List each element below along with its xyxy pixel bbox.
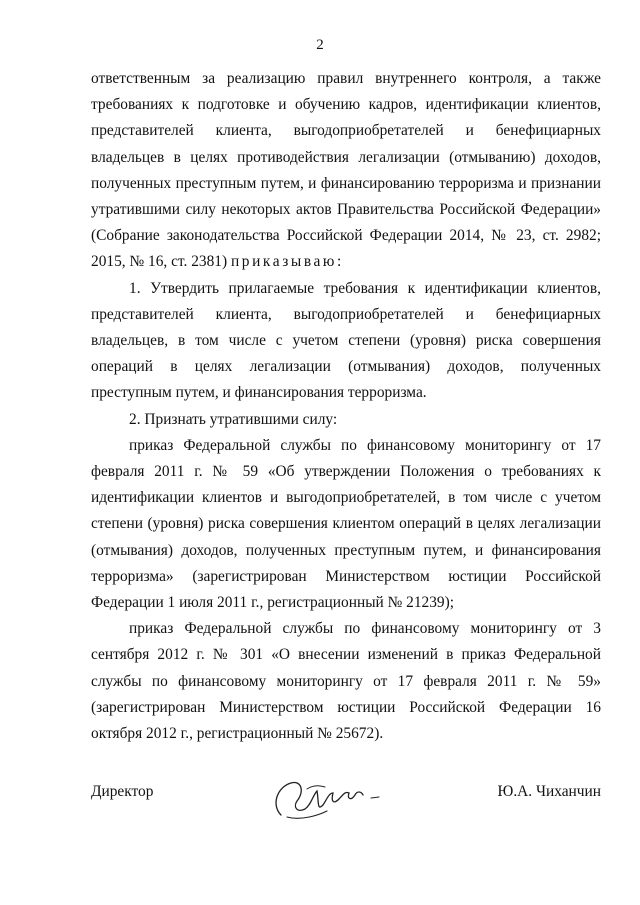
signature-block (91, 783, 601, 843)
paragraph-preamble (91, 66, 601, 276)
handwritten-signature-icon (267, 771, 387, 827)
signatory-title: Директор (91, 783, 154, 800)
document-body (91, 66, 601, 747)
paragraph-repealed-order-2: приказ Федеральной службы по финансовому мониторингу от 3 сентября 2012 г. № 301 «О внесении изменений в приказ Федеральной службы по финансовому мониторингу от 17 февраля 2011 г. № 59» (зарегистрирован Министерством юстиции Российской Федерации 16 октября 2012 г., регистрационный № 25672). (91, 620, 601, 743)
signatory-name: Ю.А. Чиханчин (497, 783, 601, 800)
paragraph-item-2: 2. Признать утратившими силу: (129, 410, 338, 428)
paragraph-item-1: 1. Утвердить прилагаемые требования к идентификации клиентов, представителей клиента, выгодоприобретателей и бенефициарных владельцев, в том числе с учетом степени (уровня) риска совершения операций в целях легализации (отмывания) доходов, полученных преступным путем, и финансирования терроризма. (91, 279, 601, 402)
order-keyword: приказываю: (230, 253, 344, 271)
paragraph-repealed-order-1: приказ Федеральной службы по финансовому мониторингу от 17 февраля 2011 г. № 59 «Об утверждении Положения о требованиях к идентификации клиентов и выгодоприобретателей, в том числе с учетом степени (уровня) риска совершения клиентом операций в целях легализации (отмывания) доходов, полученных преступным путем, и финансирования терроризма» (зарегистрирован Министерством юстиции Российской Федерации 1 июля 2011 г., регистрационный № 21239); (91, 436, 601, 612)
preamble-text: ответственным за реализацию правил внутреннего контроля, а также требованиях к подготовке и обучению кадров, идентификации клиентов, представителей клиента, выгодоприобретателей и бенефициарных владельцев в целях противодействия легализации (отмыванию) доходов, полученных преступным путем, и финансированию терроризма и признании утратившими силу некоторых актов Правительства Российской Федерации» (Собрание законодательства Российской Федерации 2014, № 23, ст. 2982; 2015, № 16, ст. 2381) (91, 70, 601, 271)
page-number: 2 (316, 37, 324, 53)
